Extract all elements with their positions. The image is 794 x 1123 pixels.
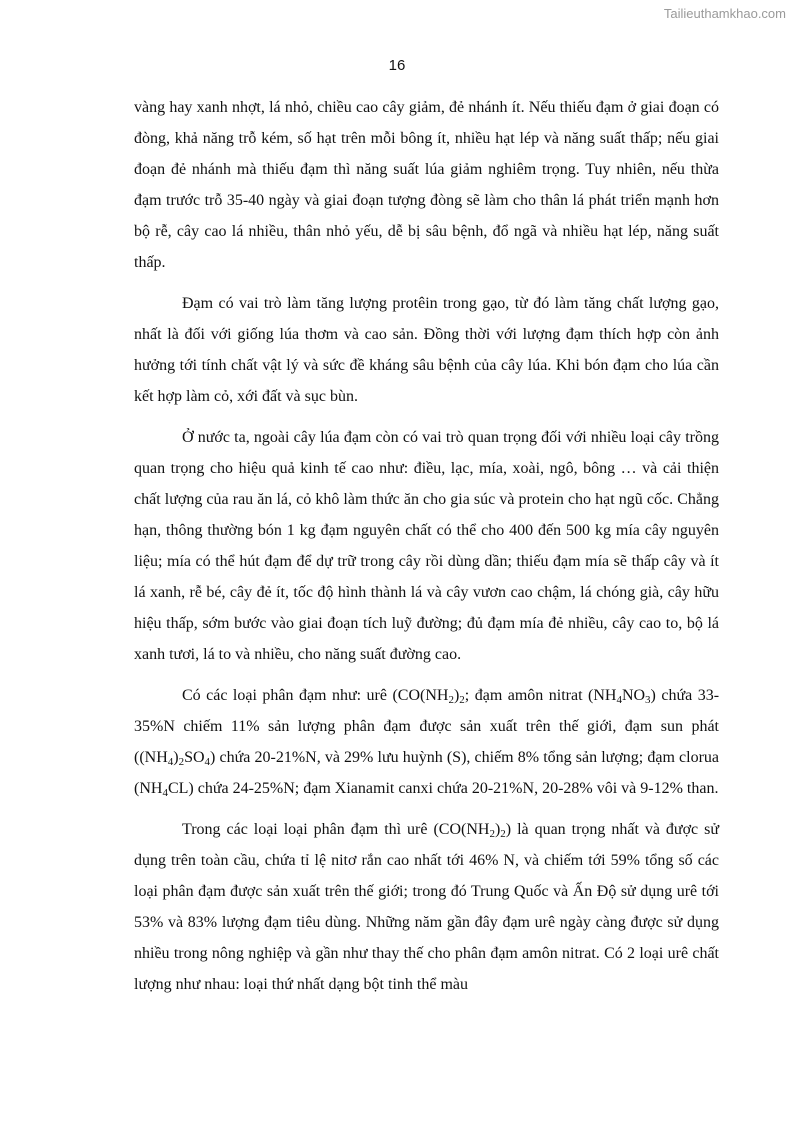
text-run: SO xyxy=(184,749,205,766)
text-run: ) xyxy=(173,749,179,766)
page-number: 16 xyxy=(388,57,406,74)
paragraph-1: vàng hay xanh nhợt, lá nhỏ, chiều cao cây giảm, đẻ nhánh ít. Nếu thiếu đạm ở giai đoạn có đòng, khả năng trỗ kém, số hạt trên mỗi bông ít, nhiều hạt lép và năng suất thấp; nếu giai đoạn đẻ nhánh mà thiếu đạm thì năng suất lúa giảm nghiêm trọng. Tuy nhiên, nếu thừa đạm trước trỗ 35-40 ngày và giai đoạn tượng đòng sẽ làm cho thân lá phát triển mạnh hơn bộ rễ, cây cao lá nhiều, thân nhỏ yếu, dễ bị sâu bệnh, đổ ngã và nhiều hạt lép, năng suất thấp. xyxy=(134,99,719,271)
text-run: ) xyxy=(494,821,501,838)
subscript: 4 xyxy=(167,756,174,768)
subscript: 2 xyxy=(448,694,454,706)
text-run: ) chứa 20-21%N, và 29% lưu huỳnh (S), chiếm 8% tổng sản lượng; đạm clorua (NH xyxy=(134,749,719,797)
subscript: 4 xyxy=(204,756,211,768)
paragraph-4 xyxy=(134,680,719,804)
subscript: 2 xyxy=(178,756,185,768)
text-run: Có các loại phân đạm như: urê (CO(NH xyxy=(182,687,449,704)
document-body xyxy=(134,92,719,1010)
watermark: Tailieuthamkhao.com xyxy=(663,6,786,21)
text-run: ) xyxy=(453,687,460,704)
text-run: ; đạm amôn nitrat (NH xyxy=(464,687,617,704)
text-run: NO xyxy=(621,687,646,704)
subscript: 2 xyxy=(489,828,495,840)
text-run: Trong các loại loại phân đạm thì urê (CO(NH xyxy=(182,821,490,838)
paragraph-5 xyxy=(134,814,719,1000)
paragraph-3: Ở nước ta, ngoài cây lúa đạm còn có vai trò quan trọng đối với nhiều loại cây trồng quan trọng cho hiệu quả kinh tế cao như: điều, lạc, mía, xoài, ngô, bông … và cải thiện chất lượng của rau ăn lá, cỏ khô làm thức ăn cho gia súc và protein cho hạt ngũ cốc. Chẳng hạn, thông thường bón 1 kg đạm nguyên chất có thể cho 400 đến 500 kg mía cây nguyên liệu; mía có thể hút đạm để dự trữ trong cây rồi dùng dần; thiếu đạm mía sẽ thấp cây và ít lá xanh, rễ bé, cây đẻ ít, tốc độ hình thành lá và cây vươn cao chậm, lá chóng già, cây hữu hiệu thấp, sớm bước vào giai đoạn tích luỹ đường; đủ đạm mía đẻ nhiều, cây cao to, bộ lá xanh tươi, lá to và nhiều, cho năng suất đường cao. xyxy=(134,429,719,663)
subscript: 2 xyxy=(459,694,465,706)
paragraph-2: Đạm có vai trò làm tăng lượng protêin trong gạo, từ đó làm tăng chất lượng gạo, nhất là đối với giống lúa thơm và cao sản. Đồng thời với lượng đạm thích hợp còn ảnh hưởng tới tính chất vật lý và sức đề kháng sâu bệnh của cây lúa. Khi bón đạm cho lúa cần kết hợp làm cỏ, xới đất và sục bùn. xyxy=(134,295,719,405)
text-run: ) là quan trọng nhất và được sử dụng trên toàn cầu, chứa tỉ lệ nitơ rắn cao nhất tới 46% N, và chiếm tới 59% tổng số các loại phân đạm được sản xuất trên thế giới; trong đó Trung Quốc và Ấn Độ sử dụng urê tới 53% và 83% lượng đạm tiêu dùng. Những năm gần đây đạm urê ngày càng được sử dụng nhiều trong nông nghiệp và gần như thay thế cho phân đạm amôn nitrat. Có 2 loại urê chất lượng như nhau: loại thứ nhất dạng bột tinh thể màu xyxy=(134,821,720,993)
subscript: 2 xyxy=(500,828,506,840)
subscript: 4 xyxy=(616,694,622,706)
text-run: CL) chứa 24-25%N; đạm Xianamit canxi chứa 20-21%N, 20-28% vôi và 9-12% than. xyxy=(167,780,719,797)
text-run: ) chứa 33-35%N chiếm 11% sản lượng phân đạm được sản xuất trên thế giới, đạm sun phát ((NH xyxy=(134,687,720,766)
subscript: 4 xyxy=(162,787,168,799)
subscript: 3 xyxy=(645,694,651,706)
